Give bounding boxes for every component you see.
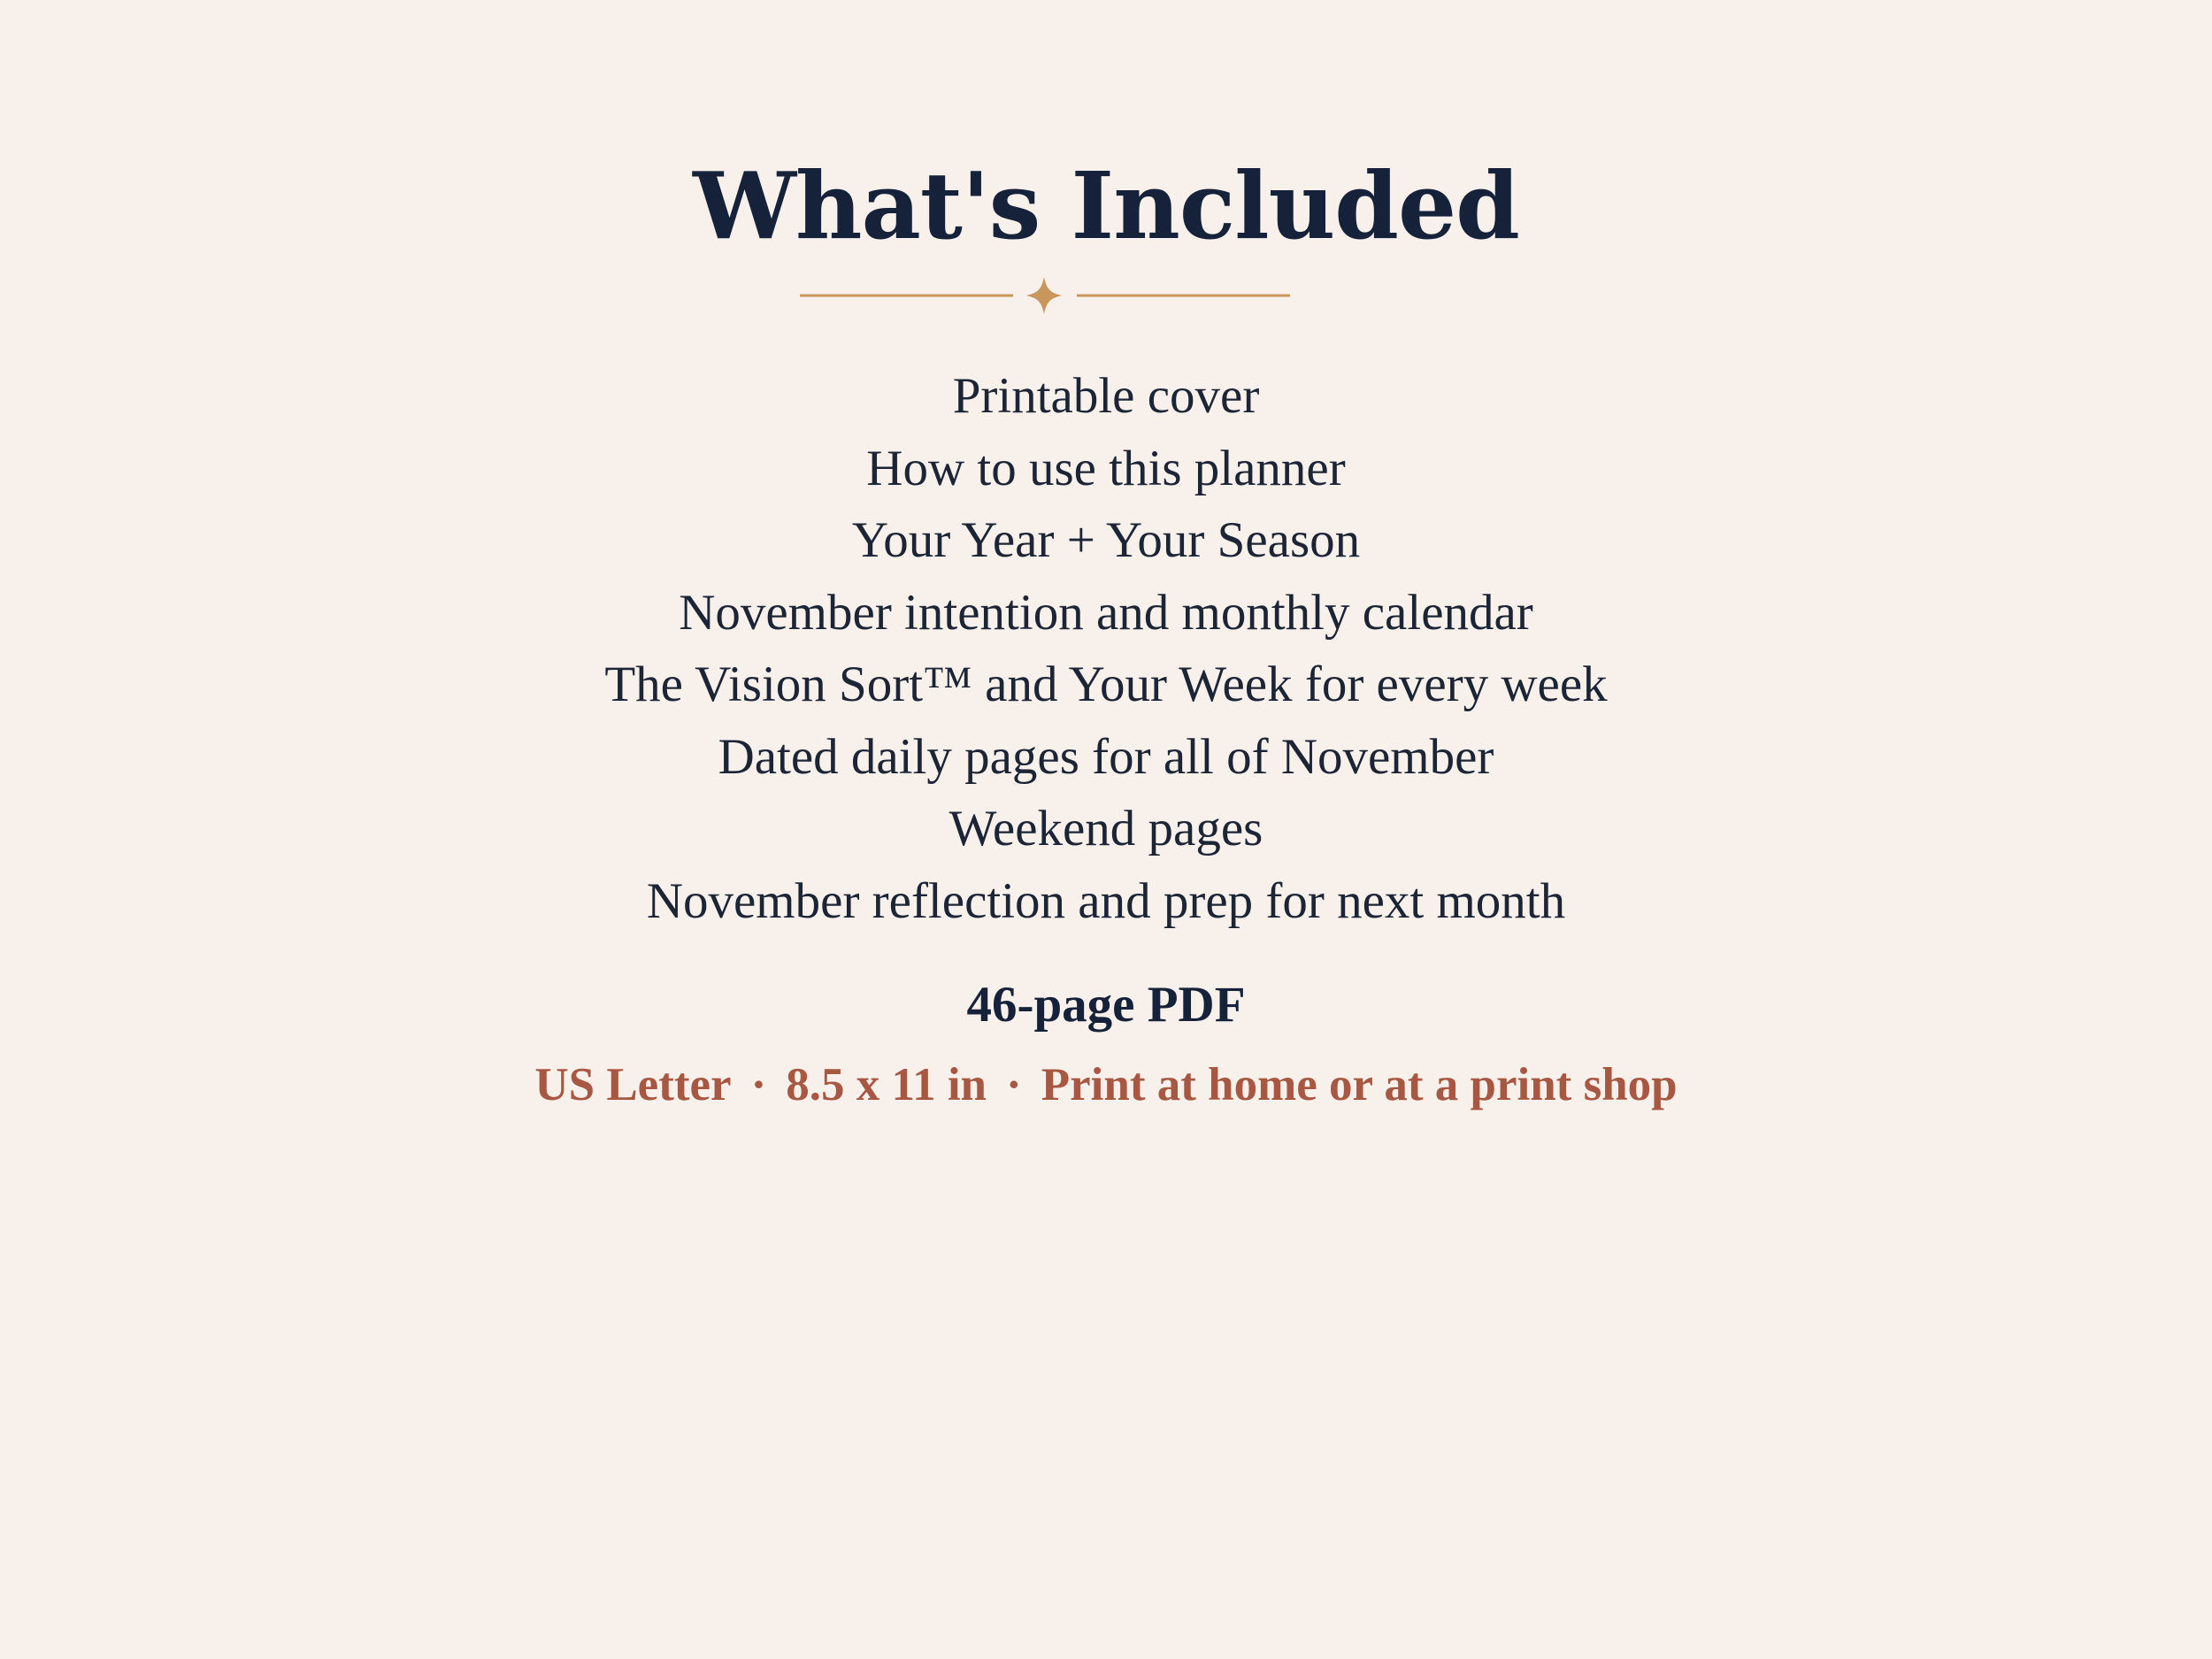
ornament-divider [796,274,1292,317]
list-item: Printable cover [952,368,1260,424]
four-point-star-icon [1026,277,1062,314]
list-item: Your Year + Your Season [851,512,1361,568]
separator-dot: · [750,1059,767,1110]
separator-dot: · [1006,1059,1022,1110]
list-item: November intention and monthly calendar [679,584,1533,641]
list-item: The Vision Sort™ and Your Week for every week [604,657,1608,712]
specs-line [0,1049,2212,1120]
list-item: Dated daily pages for all of November [718,728,1494,785]
list-item: How to use this planner [866,440,1346,496]
list-item: Weekend pages [949,801,1263,856]
included-items-list [0,360,2212,937]
list-item: November reflection and prep for next month [646,872,1566,929]
page-count-label: 46-page PDF [966,977,1246,1033]
paper-size: 8.5 x 11 in [786,1059,987,1110]
page-title: What's Included [693,151,1519,260]
paper-format: US Letter [534,1059,732,1110]
printing-note: Print at home or at a print shop [1041,1059,1678,1110]
